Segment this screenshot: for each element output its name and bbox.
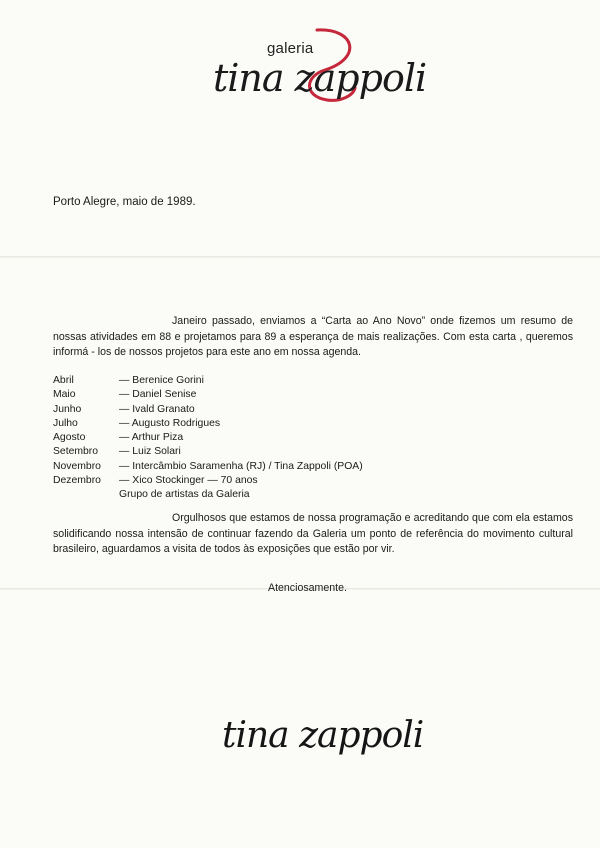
schedule-month: Agosto: [53, 432, 86, 444]
outro-paragraph-text: Orgulhosos que estamos de nossa programação e acreditando que com ela estamos solidificando nossa intensão de continuar fazendo da Galeria um ponto de referência do movimento cultural brasileiro, aguardamos a visita de todos às exposições que estão por vir.: [53, 512, 573, 555]
schedule-row: [53, 431, 363, 445]
schedule-month: Maio: [53, 389, 76, 401]
schedule-artist: — Berenice Gorini: [119, 375, 204, 386]
schedule-artist: — Ivald Granato: [119, 403, 195, 415]
schedule-month: Setembro: [53, 446, 99, 458]
schedule-row: [53, 460, 363, 474]
schedule-row: [53, 417, 363, 431]
schedule-month: Junho: [53, 403, 82, 415]
exhibition-schedule: [53, 374, 363, 503]
intro-paragraph: [53, 314, 573, 361]
handwritten-signature: tina zappoli: [222, 715, 424, 756]
logo-script-name: tina zappoli: [213, 56, 427, 100]
paper-fold-line: [0, 256, 600, 258]
schedule-artist: — Xico Stockinger — 70 anos: [119, 475, 258, 487]
schedule-row: [53, 474, 363, 488]
schedule-artist: — Arthur Piza: [119, 432, 184, 444]
schedule-row: [53, 388, 363, 402]
schedule-row: [53, 374, 363, 388]
logo-word-galeria: galeria: [267, 40, 314, 57]
schedule-month: [53, 488, 119, 502]
schedule-artist: — Intercâmbio Saramenha (RJ) / Tina Zappoli (POA): [119, 460, 363, 472]
schedule-row: [53, 445, 363, 459]
closing: Atenciosamente.: [268, 582, 347, 594]
dateline: Porto Alegre, maio de 1989.: [53, 196, 196, 208]
schedule-artist: — Augusto Rodrigues: [119, 417, 221, 429]
schedule-month: Novembro: [53, 460, 101, 472]
intro-paragraph-text: Janeiro passado, enviamos a “Carta ao Ano Novo” onde fizemos um resumo de nossas atividades em 88 e projetamos para 89 a esperança de mais realizações. Com esta carta , queremos informá - los de nossos projetos para este ano em nossa agenda.: [53, 315, 573, 358]
schedule-month: Julho: [53, 417, 78, 429]
schedule-month: Abril: [53, 375, 74, 386]
schedule-artist: — Luiz Solari: [119, 446, 181, 458]
gallery-logo: [205, 18, 425, 108]
schedule-artist: Grupo de artistas da Galeria: [119, 489, 250, 501]
schedule-row: [53, 488, 363, 502]
schedule-artist: — Daniel Senise: [119, 389, 197, 401]
schedule-row: [53, 403, 363, 417]
outro-paragraph: [53, 511, 573, 558]
schedule-month: Dezembro: [53, 475, 101, 487]
